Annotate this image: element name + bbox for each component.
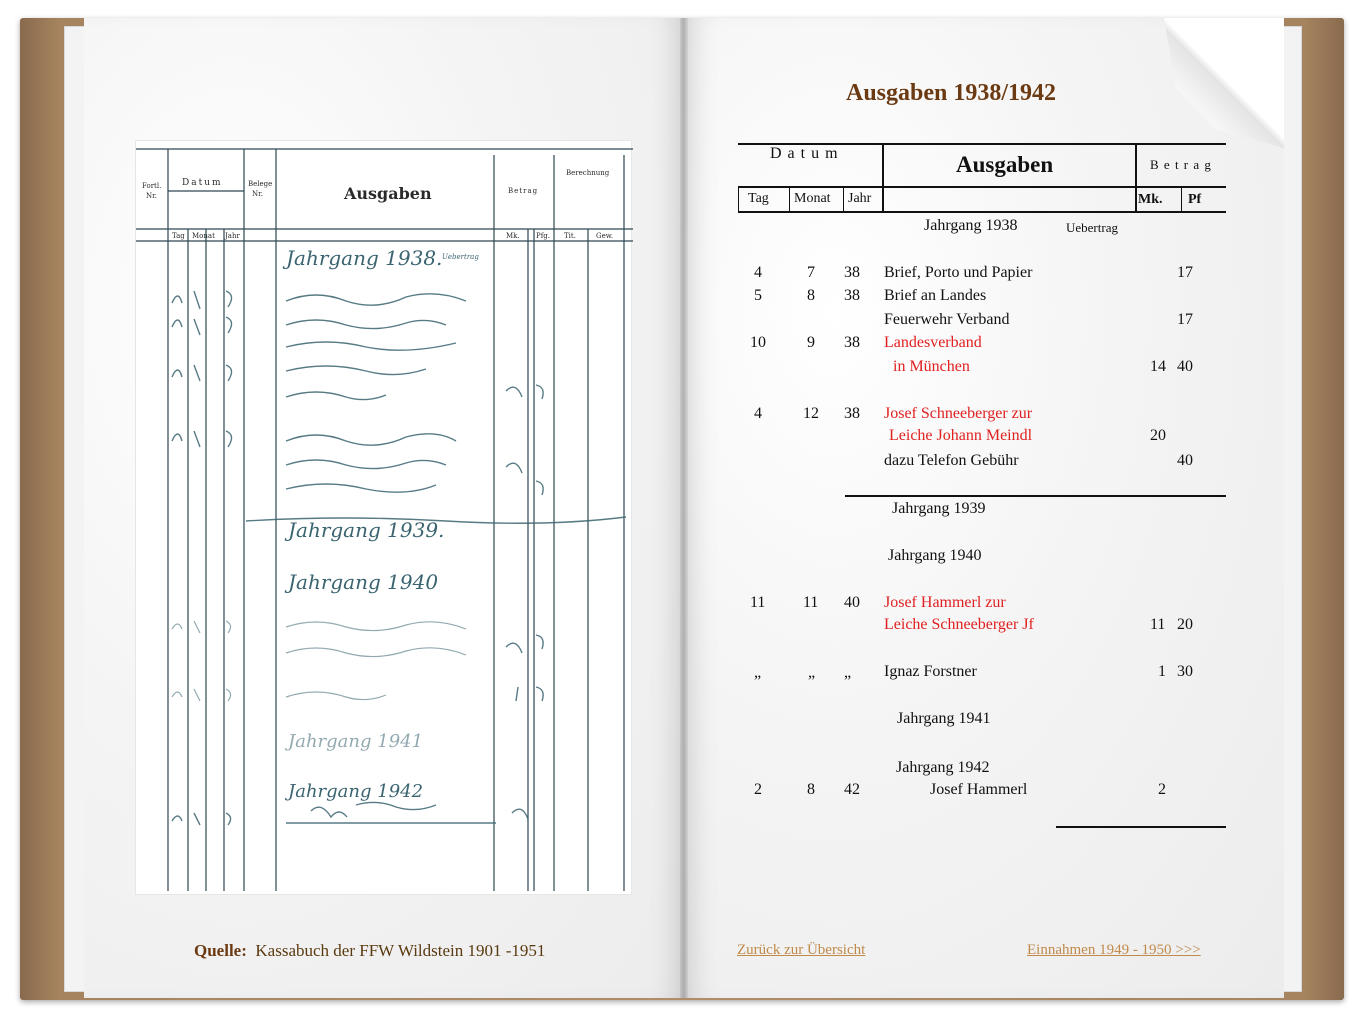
scan-header-datum: Datum — [182, 178, 223, 188]
row5-monat: 11 — [803, 594, 819, 611]
row6-jahr: „ — [844, 664, 852, 681]
ledger-header-ausgaben: Ausgaben — [956, 152, 1054, 177]
year-heading-1939: Jahrgang 1939 — [892, 500, 986, 517]
row7-tag: 2 — [754, 781, 762, 798]
ledger-mid-rule — [738, 186, 1226, 188]
row4b-mk: 20 — [1150, 427, 1166, 444]
row5b-text: Leiche Schneeberger Jf — [884, 616, 1034, 633]
next-page-link[interactable]: Einnahmen 1949 - 1950 >>> — [1027, 942, 1201, 958]
row5-tag: 11 — [750, 594, 766, 611]
back-to-overview-link[interactable]: Zurück zur Übersicht — [737, 942, 866, 958]
ledger-header-betrag: B e t r a g — [1150, 157, 1212, 172]
scan-header-berechnung: Berechnung — [566, 169, 610, 177]
row3-jahr: 38 — [844, 334, 860, 351]
row7-text: Josef Hammerl — [930, 781, 1028, 798]
row2-tag: 5 — [754, 287, 762, 304]
scan-header-monat: Monat — [192, 232, 215, 240]
row6-mk: 1 — [1158, 663, 1166, 680]
row7-jahr: 42 — [844, 781, 860, 798]
row1-pf: 17 — [1177, 264, 1193, 281]
row3-monat: 9 — [807, 334, 815, 351]
scan-header-belege: Belege — [248, 180, 273, 188]
scan-header-mk: Mk. — [506, 232, 520, 240]
row4c-text: dazu Telefon Gebühr — [884, 452, 1019, 469]
ledger-bottom-rule — [738, 211, 1226, 213]
row2-monat: 8 — [807, 287, 815, 304]
row2b-text: Feuerwehr Verband — [884, 311, 1010, 328]
ledger-scan-image — [135, 140, 632, 895]
row4-monat: 12 — [803, 405, 819, 422]
row3b-mk: 14 — [1150, 358, 1166, 375]
scan-header-tit: Tit. — [564, 232, 576, 240]
source-caption — [194, 941, 545, 961]
row7-monat: 8 — [807, 781, 815, 798]
row4-tag: 4 — [754, 405, 762, 422]
ledger-header-jahr: Jahr — [848, 191, 872, 206]
page-title: Ausgaben 1938/1942 — [846, 80, 1057, 106]
ledger-vrule-tag — [789, 186, 790, 213]
row4-jahr: 38 — [844, 405, 860, 422]
row7-mk: 2 — [1158, 781, 1166, 798]
row3b-pf: 40 — [1177, 358, 1193, 375]
year-heading-1940: Jahrgang 1940 — [888, 547, 982, 564]
scan-header-fortl: Fortl. — [142, 182, 162, 190]
row2-text: Brief an Landes — [884, 287, 987, 304]
ledger-header-tag: Tag — [748, 191, 769, 206]
row5-text: Josef Hammerl zur — [884, 594, 1006, 611]
ledger-vrule-left — [738, 186, 739, 213]
year-heading-1941: Jahrgang 1941 — [897, 710, 991, 727]
scan-header-pfg: Pfg. — [536, 232, 551, 240]
total-rule — [1056, 826, 1226, 828]
ledger-vrule-betrag — [1135, 143, 1137, 213]
row2-jahr: 38 — [844, 287, 860, 304]
ledger-vrule-datum — [882, 143, 884, 213]
year-heading-1942: Jahrgang 1942 — [896, 759, 990, 776]
scan-header-ausgaben: Ausgaben — [344, 184, 432, 203]
scan-hw-1941: Jahrgang 1941 — [288, 731, 424, 752]
scan-hw-uebertrag: Uebertrag — [442, 253, 479, 261]
source-text: Kassabuch der FFW Wildstein 1901 -1951 — [255, 941, 546, 960]
scan-header-jahr: Jahr — [225, 232, 240, 240]
row2b-pf: 17 — [1177, 311, 1193, 328]
uebertrag-label: Uebertrag — [1066, 220, 1118, 235]
book-spine — [680, 18, 688, 998]
row4-text: Josef Schneeberger zur — [884, 405, 1033, 422]
year-separator-rule — [845, 495, 1226, 497]
scan-hw-1938: Jahrgang 1938. — [286, 246, 443, 270]
ledger-vrule-monat — [843, 186, 844, 213]
ledger-scan-drawing — [136, 141, 633, 896]
row6-pf: 30 — [1177, 663, 1193, 680]
row3-text: Landesverband — [884, 334, 982, 351]
year-heading-1938: Jahrgang 1938 — [924, 217, 1018, 234]
scan-header-nr: Nr. — [146, 192, 157, 200]
row1-tag: 4 — [754, 264, 762, 281]
row5b-pf: 20 — [1177, 616, 1193, 633]
scan-hw-1942: Jahrgang 1942 — [288, 781, 424, 802]
ledger-header-pf: Pf — [1188, 192, 1202, 207]
row6-monat: „ — [808, 664, 816, 681]
ledger-vrule-mk — [1181, 186, 1182, 213]
row3b-text: in München — [893, 358, 970, 375]
row4b-text: Leiche Johann Meindl — [889, 427, 1033, 444]
scan-header-gew: Gew. — [596, 232, 614, 240]
ledger-header-mk: Mk. — [1138, 192, 1163, 207]
row1-text: Brief, Porto und Papier — [884, 264, 1033, 281]
row4c-pf: 40 — [1177, 452, 1193, 469]
scan-header-tag: Tag — [172, 232, 185, 240]
row5-jahr: 40 — [844, 594, 860, 611]
scan-header-betrag: Betrag — [508, 187, 539, 195]
ledger-header-datum: D a t u m — [770, 145, 839, 162]
scan-hw-1939: Jahrgang 1939. — [288, 518, 445, 542]
scan-hw-1940: Jahrgang 1940 — [288, 570, 439, 594]
row3-tag: 10 — [750, 334, 766, 351]
row6-text: Ignaz Forstner — [884, 663, 977, 680]
row5b-mk: 11 — [1150, 616, 1166, 633]
row6-tag: „ — [754, 664, 762, 681]
source-label: Quelle: — [194, 941, 247, 960]
row1-jahr: 38 — [844, 264, 860, 281]
ledger-header-monat: Monat — [794, 191, 831, 206]
scan-header-belege-nr: Nr. — [252, 190, 263, 198]
row1-monat: 7 — [807, 264, 815, 281]
